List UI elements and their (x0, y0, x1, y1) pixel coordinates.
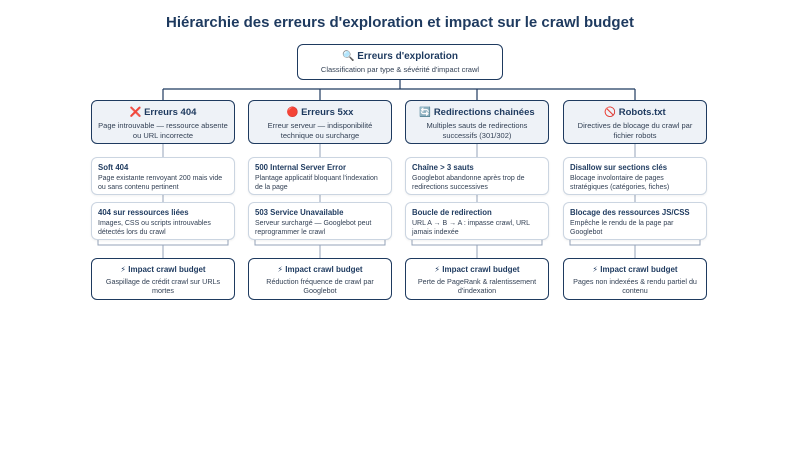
root-label: Erreurs d'exploration (357, 51, 458, 62)
red-circle-icon: 🔴 (286, 107, 299, 118)
impact-node (91, 258, 235, 300)
subcategory-title: Soft 404 (98, 163, 129, 172)
impact-text: Pages non indexées & rendu partiel du contenu (573, 277, 697, 296)
lightning-icon: ⚡ (277, 265, 284, 274)
impact-title: Impact crawl budget (442, 265, 520, 274)
redirect-arrows-icon: 🔄 (419, 107, 432, 118)
category-label: Robots.txt (618, 107, 666, 118)
subcategory-title: Blocage des ressources JS/CSS (570, 208, 690, 217)
subcategory-title: 404 sur ressources liées (98, 208, 189, 217)
subcategory-text: Empêche le rendu de la page par Googlebot (570, 220, 674, 237)
bracket-4 (570, 240, 700, 258)
subcategory-card (248, 157, 392, 195)
subcategory-card (563, 157, 707, 195)
subcategory-text: Plantage applicatif bloquant l'indexation de la page (255, 175, 378, 192)
impact-title: Impact crawl budget (285, 265, 363, 274)
impact-node (248, 258, 392, 300)
subcategory-card (563, 202, 707, 240)
impact-text: Gaspillage de crédit crawl sur URLs mortes (105, 277, 221, 296)
lightning-icon: ⚡ (592, 265, 599, 274)
subcategory-card (248, 202, 392, 240)
impact-title: Impact crawl budget (600, 265, 678, 274)
category-description: Page introuvable — ressource absente ou URL incorrecte (98, 121, 228, 140)
bracket-2 (255, 240, 385, 258)
impact-text: Réduction fréquence de crawl par Googlebot (266, 277, 374, 296)
category-label: Erreurs 5xx (301, 107, 354, 118)
subcategory-title: Chaîne > 3 sauts (412, 163, 474, 172)
diagram-title: Hiérarchie des erreurs d'exploration et impact sur le crawl budget (166, 14, 634, 31)
subcategory-text: Googlebot abandonne après trop de redirections successives (412, 175, 525, 192)
root-node (297, 44, 503, 80)
prohibited-icon: 🚫 (604, 107, 617, 118)
bracket-3 (412, 240, 542, 258)
impact-node (405, 258, 549, 300)
category-node-redirections (405, 100, 549, 144)
category-node-404 (91, 100, 235, 144)
subcategory-title: 500 Internal Server Error (255, 163, 347, 172)
subcategory-card (91, 157, 235, 195)
impact-node (563, 258, 707, 300)
lightning-icon: ⚡ (434, 265, 441, 274)
category-description: Multiples sauts de redirections successifs (301/302) (426, 121, 528, 140)
root-subtitle: Classification par type & sévérité d'impact crawl (320, 65, 480, 74)
cross-icon: ❌ (129, 107, 142, 118)
bracket-1 (98, 240, 228, 258)
category-node-5xx (248, 100, 392, 144)
subcategory-text: Blocage involontaire de pages stratégiques (catégories, fiches) (570, 175, 670, 192)
lightning-icon: ⚡ (120, 265, 127, 274)
category-label: Redirections chainées (433, 107, 535, 118)
subcategory-text: URL A → B → A : impasse crawl, URL jamais indexée (412, 220, 530, 237)
category-description: Erreur serveur — indisponibilité technique ou surcharge (267, 121, 373, 140)
subcategory-text: Images, CSS ou scripts introuvables détectés lors du crawl (98, 220, 211, 237)
subcategory-card (405, 202, 549, 240)
subcategory-card (405, 157, 549, 195)
subcategory-text: Serveur surchargé — Googlebot peut reprogrammer le crawl (255, 220, 372, 237)
subcategory-title: Boucle de redirection (412, 208, 492, 217)
impact-title: Impact crawl budget (128, 265, 206, 274)
category-label: Erreurs 404 (144, 107, 197, 118)
category-description: Directives de blocage du crawl par fichier robots (577, 121, 693, 140)
subcategory-title: Disallow sur sections clés (570, 163, 668, 172)
category-node-robots (563, 100, 707, 144)
magnifier-icon: 🔍 (342, 51, 355, 62)
subcategory-card (91, 202, 235, 240)
subcategory-text: Page existante renvoyant 200 mais vide ou sans contenu pertinent (98, 175, 223, 192)
subcategory-title: 503 Service Unavailable (255, 208, 344, 217)
impact-text: Perte de PageRank & ralentissement d'indexation (417, 277, 537, 296)
